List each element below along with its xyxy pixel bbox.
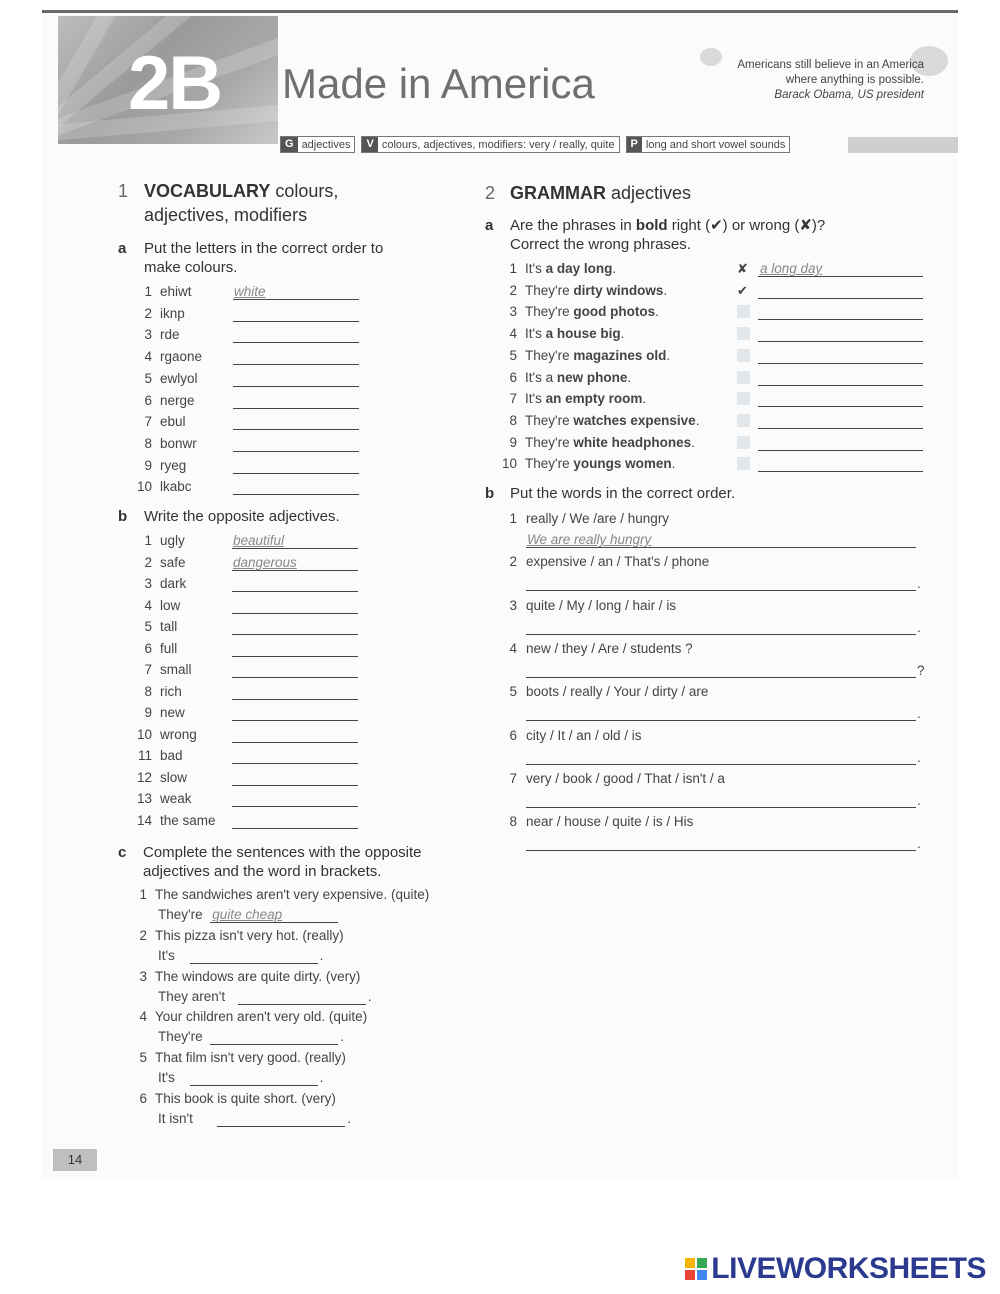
list-item — [132, 479, 192, 494]
exercise-2b-instruction: Put the words in the correct order. — [510, 485, 736, 502]
item-number: 6 — [139, 1091, 147, 1106]
list-item — [132, 770, 187, 785]
item-number: 1 — [509, 511, 517, 526]
sentence-answer-field[interactable] — [526, 750, 916, 765]
list-item — [132, 662, 192, 677]
page-number: 14 — [53, 1149, 97, 1171]
vocabulary-tag: V colours, adjectives, modifiers: very / really, quite — [361, 136, 619, 153]
phrase-end: . — [612, 261, 617, 276]
scrambled-word: ewlyol — [160, 370, 198, 386]
item-number: 9 — [144, 705, 152, 720]
scrambled-word: ebul — [160, 414, 186, 430]
example-answer: white — [234, 284, 266, 299]
answer-field[interactable] — [232, 620, 358, 635]
sentence-end: . — [319, 947, 324, 963]
list-item — [132, 414, 186, 429]
item-number: 6 — [144, 640, 152, 656]
phrase-item — [498, 435, 695, 450]
list-item — [132, 349, 202, 364]
phrase-end: . — [691, 434, 695, 450]
list-item — [132, 371, 198, 386]
exercise-2a-label: a — [485, 217, 494, 234]
unit-number: 2B — [128, 41, 222, 126]
bold-phrase: magazines old — [573, 347, 667, 363]
phrase-item — [498, 413, 699, 428]
answer-field[interactable] — [210, 1030, 338, 1045]
exercise-1b-instruction: Write the opposite adjectives. — [144, 508, 340, 525]
scrambled-words: really / We /are / hungry — [526, 511, 670, 526]
logo-text: LIVEWORKSHEETS — [711, 1252, 986, 1285]
phrase-end: . — [627, 369, 632, 385]
phrase — [525, 435, 695, 450]
list-item — [132, 576, 186, 591]
word-order-item — [505, 728, 642, 743]
answer-field[interactable] — [232, 685, 358, 700]
prompt-sentence: This pizza isn't very hot. (really) — [155, 927, 344, 943]
answer-field[interactable] — [232, 663, 358, 678]
example-answer: dangerous — [233, 554, 297, 570]
quote — [737, 58, 924, 103]
correction-field[interactable] — [758, 349, 923, 364]
item-number: 12 — [136, 769, 152, 785]
sentence-end: . — [917, 706, 921, 722]
quote-line: where anything is possible. — [785, 74, 924, 86]
scrambled-word: lkabc — [160, 479, 192, 495]
phrase-item — [498, 304, 659, 319]
word-order-item — [505, 771, 725, 786]
right-wrong-mark: ✘ — [737, 261, 748, 276]
bold-phrase: dirty windows — [573, 282, 664, 298]
answer-field[interactable] — [233, 394, 359, 409]
item-number: 4 — [144, 349, 152, 365]
list-item — [132, 306, 185, 321]
phrase-start: They're — [525, 347, 570, 363]
list-item — [132, 813, 216, 828]
phrase — [525, 283, 667, 298]
adjective: low — [160, 597, 181, 613]
phrase-item — [498, 348, 670, 363]
topic-tags — [280, 136, 790, 153]
bold-phrase: a house big — [545, 326, 621, 342]
quote-line: Americans still believe in an America — [737, 59, 924, 71]
adjective: bad — [160, 748, 183, 763]
phrase-end: . — [671, 456, 676, 472]
example-answer: a long day — [760, 261, 823, 276]
example-answer: We are really hungry — [527, 532, 652, 547]
adjective: full — [160, 640, 178, 656]
item-number: 1 — [509, 261, 517, 276]
answer-field[interactable] — [232, 792, 358, 807]
item-number: 3 — [509, 304, 517, 320]
item-number: 8 — [509, 814, 517, 830]
phrase-end: . — [655, 304, 659, 320]
item-number: 7 — [509, 391, 517, 407]
section2-heading: GRAMMAR adjectives — [510, 183, 692, 203]
scrambled-words: boots / really / Your / dirty / are — [526, 684, 709, 700]
answer-field[interactable] — [232, 814, 358, 829]
word-order-item — [505, 554, 709, 569]
sentence-start: They're — [158, 1029, 203, 1045]
word-order-item — [505, 598, 676, 613]
list-item — [132, 727, 197, 742]
sentence-item — [132, 1091, 336, 1106]
phrase-end: . — [666, 347, 671, 363]
phrase-end: . — [695, 412, 700, 428]
answer-field[interactable] — [190, 1071, 318, 1086]
sentence-answer-field[interactable] — [526, 663, 916, 678]
exercise-1b-label: b — [118, 508, 128, 525]
phrase-end: . — [663, 282, 668, 298]
correction-field[interactable] — [758, 284, 923, 299]
scrambled-words: quite / My / long / hair / is — [526, 597, 677, 613]
item-number: 7 — [509, 770, 517, 786]
item-number: 10 — [136, 726, 152, 742]
word-order-item — [505, 511, 669, 526]
answer-field[interactable] — [233, 372, 359, 387]
phrase-start: They're — [525, 456, 570, 472]
exercise-1a-label: a — [118, 240, 127, 257]
scrambled-word: rgaone — [160, 349, 203, 365]
sentence-end: . — [917, 836, 921, 852]
item-number: 5 — [144, 370, 152, 386]
phrase-end: . — [620, 326, 625, 342]
item-number: 8 — [144, 683, 152, 699]
logo-icon — [685, 1258, 707, 1280]
right-wrong-checkbox[interactable] — [737, 327, 750, 340]
phrase-item — [498, 370, 631, 385]
phrase-item — [498, 391, 646, 406]
sentence-end: . — [347, 1111, 351, 1126]
list-item — [132, 284, 192, 299]
scrambled-word: ryeg — [160, 457, 187, 473]
bold-phrase: watches expensive — [573, 412, 696, 428]
correction-field[interactable] — [758, 305, 923, 320]
list-item — [132, 619, 177, 634]
prompt-sentence: Your children aren't very old. (quite) — [155, 1009, 368, 1025]
answer-field[interactable] — [232, 728, 358, 743]
item-number: 4 — [139, 1009, 147, 1025]
answer-field[interactable] — [233, 415, 359, 430]
sentence-answer-field[interactable] — [526, 793, 916, 808]
sentence-answer-field[interactable] — [526, 706, 916, 721]
item-number: 4 — [509, 640, 517, 656]
item-number: 6 — [509, 369, 517, 385]
sentence-answer-field[interactable] — [526, 836, 916, 851]
item-number: 3 — [509, 597, 517, 613]
answer-field[interactable] — [232, 642, 358, 657]
list-item — [132, 533, 185, 548]
item-number: 9 — [144, 457, 152, 473]
phrase-start: It's a — [525, 369, 554, 385]
item-number: 10 — [136, 479, 152, 495]
example-answer: quite cheap — [212, 907, 283, 922]
scrambled-words: near / house / quite / is / His — [526, 814, 694, 830]
sentence-item — [132, 1050, 346, 1065]
right-wrong-checkbox[interactable] — [737, 392, 750, 405]
adjective: slow — [160, 769, 188, 785]
phrase-start: It's — [525, 391, 542, 407]
item-number: 14 — [136, 812, 152, 828]
list-item — [132, 436, 197, 451]
right-wrong-checkbox[interactable] — [737, 305, 750, 318]
bold-phrase: good photos — [573, 304, 656, 320]
list-item — [132, 555, 186, 570]
quote-bubble — [700, 48, 722, 66]
bold-phrase: new phone — [556, 369, 628, 385]
phrase-start: It's — [525, 326, 542, 342]
bold-phrase: youngs women — [573, 456, 672, 472]
item-number: 2 — [509, 554, 517, 570]
list-item — [132, 791, 192, 806]
phrase-start: It's — [525, 261, 542, 276]
scrambled-word: ehiwt — [160, 284, 192, 299]
sentence-end: . — [319, 1070, 324, 1086]
sentence-start: They're — [158, 907, 203, 922]
correction-field[interactable] — [758, 457, 923, 472]
section1-heading: VOCABULARY colours, — [144, 181, 339, 201]
phrase-item — [498, 283, 667, 298]
right-wrong-mark: ✔ — [737, 282, 748, 298]
exercise-2a-instruction: Are the phrases in bold right (✔) or wrong (✘)? — [510, 217, 826, 234]
answer-field[interactable] — [232, 749, 358, 764]
item-number: 6 — [144, 392, 152, 408]
list-item — [132, 684, 182, 699]
section2-number: 2 — [485, 183, 496, 203]
phrase — [525, 413, 699, 428]
list-item — [132, 641, 177, 656]
answer-field[interactable] — [233, 437, 359, 452]
item-number: 5 — [144, 619, 152, 634]
phrase — [525, 304, 659, 319]
sentence-end: ? — [917, 662, 925, 678]
sentence-start: It's — [158, 947, 175, 963]
scrambled-words: expensive / an / That's / phone — [526, 554, 710, 570]
scrambled-words: city / It / an / old / is — [526, 727, 642, 743]
exercise-1c-label: c — [118, 844, 127, 861]
answer-field[interactable] — [233, 350, 359, 365]
right-wrong-checkbox[interactable] — [737, 414, 750, 427]
answer-field[interactable] — [238, 990, 366, 1005]
answer-field[interactable] — [233, 480, 359, 495]
example-answer: beautiful — [233, 533, 285, 548]
quote-author: Barack Obama, US president — [774, 89, 924, 101]
phrase-end: . — [642, 391, 647, 407]
adjective: dark — [160, 576, 187, 591]
sentence-end: . — [917, 619, 921, 635]
right-wrong-checkbox[interactable] — [737, 371, 750, 384]
sentence-start: It isn't — [158, 1111, 193, 1126]
list-item — [132, 458, 186, 473]
item-number: 3 — [139, 968, 147, 984]
sentence-end: . — [340, 1029, 345, 1045]
item-number: 6 — [509, 727, 517, 743]
item-number: 3 — [144, 327, 152, 343]
answer-field[interactable] — [232, 771, 358, 786]
tag-bar-fill — [848, 137, 958, 153]
phrase — [525, 261, 616, 276]
right-wrong-checkbox[interactable] — [737, 349, 750, 362]
bold-phrase: white headphones — [573, 434, 692, 450]
item-number: 8 — [509, 412, 517, 428]
phrase-item — [498, 456, 675, 471]
item-number: 1 — [144, 284, 152, 299]
list-item — [132, 705, 185, 720]
sentence-end: . — [917, 576, 921, 592]
scrambled-word: iknp — [160, 305, 185, 321]
answer-field[interactable] — [232, 599, 358, 614]
scrambled-word: bonwr — [160, 435, 197, 451]
exercise-1a-instruction: make colours. — [144, 259, 238, 276]
exercise-1c-instruction: adjectives and the word in brackets. — [143, 863, 382, 880]
sentence-answer-field[interactable] — [526, 620, 916, 635]
page-title: Made in America — [282, 60, 595, 107]
item-number: 7 — [144, 414, 152, 430]
phrase-start: They're — [525, 282, 570, 298]
sentence-item — [132, 1009, 367, 1024]
prompt-sentence: This book is quite short. (very) — [155, 1091, 336, 1106]
answer-field[interactable] — [232, 577, 358, 592]
adjective: safe — [160, 554, 186, 570]
item-number: 2 — [144, 554, 152, 570]
item-number: 13 — [136, 791, 152, 806]
answer-field[interactable] — [233, 328, 359, 343]
correction-field[interactable] — [758, 327, 923, 342]
item-number: 5 — [509, 684, 517, 700]
adjective: wrong — [160, 726, 197, 742]
word-order-item — [505, 641, 693, 656]
grammar-tag: G adjectives — [280, 136, 355, 153]
item-number: 10 — [501, 456, 517, 472]
answer-field[interactable] — [233, 459, 359, 474]
exercise-2a-instruction: Correct the wrong phrases. — [510, 236, 691, 253]
phrase-item — [498, 326, 624, 341]
exercise-2b-label: b — [485, 485, 495, 502]
sentence-answer-field[interactable] — [526, 576, 916, 591]
exercise-1a-instruction: Put the letters in the correct order to — [144, 240, 384, 257]
sentence-item — [132, 887, 429, 902]
top-rule — [42, 10, 958, 13]
sentence-start: It's — [158, 1070, 175, 1086]
item-number: 8 — [144, 435, 152, 451]
phrase — [525, 391, 646, 406]
scrambled-words: new / they / Are / students ? — [526, 640, 693, 656]
adjective: ugly — [160, 533, 185, 548]
sentence-start: They aren't — [158, 988, 226, 1004]
section1-number: 1 — [118, 181, 129, 201]
section1-heading-line2: adjectives, modifiers — [144, 205, 308, 225]
phrase — [525, 456, 675, 471]
item-number: 3 — [144, 576, 152, 591]
answer-field[interactable] — [232, 706, 358, 721]
word-order-item — [505, 684, 708, 699]
pronunciation-tag: P long and short vowel sounds — [626, 136, 791, 153]
adjective: small — [160, 662, 192, 677]
item-number: 2 — [144, 305, 152, 321]
prompt-sentence: The sandwiches aren't very expensive. (quite) — [155, 887, 430, 902]
item-number: 11 — [137, 748, 152, 763]
sentence-end: . — [917, 749, 921, 765]
list-item — [132, 748, 183, 763]
scrambled-words: very / book / good / That / isn't / a — [526, 770, 725, 786]
item-number: 1 — [144, 533, 152, 548]
adjective: the same — [160, 812, 216, 828]
item-number: 4 — [144, 597, 152, 613]
sentence-item — [132, 969, 360, 984]
answer-field[interactable] — [190, 949, 318, 964]
adjective: weak — [160, 791, 192, 806]
sentence-item — [132, 928, 344, 943]
correction-field[interactable] — [758, 371, 923, 386]
phrase — [525, 370, 631, 385]
item-number: 2 — [509, 282, 517, 298]
list-item — [132, 327, 180, 342]
sentence-end: . — [917, 792, 921, 808]
sentence-end: . — [367, 988, 372, 1004]
list-item — [132, 393, 195, 408]
prompt-sentence: That film isn't very good. (really) — [155, 1050, 346, 1066]
liveworksheets-logo[interactable] — [685, 1252, 986, 1286]
right-wrong-checkbox[interactable] — [737, 457, 750, 470]
phrase-start: They're — [525, 412, 570, 428]
correction-field[interactable] — [758, 436, 923, 451]
bold-phrase: an empty room — [545, 391, 643, 407]
adjective: rich — [160, 683, 182, 699]
prompt-sentence: The windows are quite dirty. (very) — [155, 968, 361, 984]
phrase-start: They're — [525, 304, 570, 320]
adjective: new — [160, 705, 185, 720]
right-wrong-checkbox[interactable] — [737, 436, 750, 449]
phrase — [525, 348, 670, 363]
phrase-start: They're — [525, 434, 570, 450]
list-item — [132, 598, 180, 613]
answer-field[interactable] — [217, 1112, 345, 1127]
phrase — [525, 326, 624, 341]
answer-field[interactable] — [233, 307, 359, 322]
correction-field[interactable] — [758, 414, 923, 429]
correction-field[interactable] — [758, 392, 923, 407]
item-number: 1 — [139, 887, 147, 902]
phrase-item — [498, 261, 616, 276]
adjective: tall — [160, 619, 178, 634]
item-number: 7 — [144, 662, 152, 677]
item-number: 5 — [139, 1050, 147, 1066]
word-order-item — [505, 814, 693, 829]
scrambled-word: rde — [160, 327, 180, 343]
bold-phrase: a day long — [545, 261, 613, 276]
exercise-1c-instruction: Complete the sentences with the opposite — [143, 844, 422, 861]
scrambled-word: nerge — [160, 392, 195, 408]
item-number: 9 — [509, 434, 517, 450]
item-number: 4 — [509, 326, 517, 342]
item-number: 2 — [139, 927, 147, 943]
item-number: 5 — [509, 347, 517, 363]
